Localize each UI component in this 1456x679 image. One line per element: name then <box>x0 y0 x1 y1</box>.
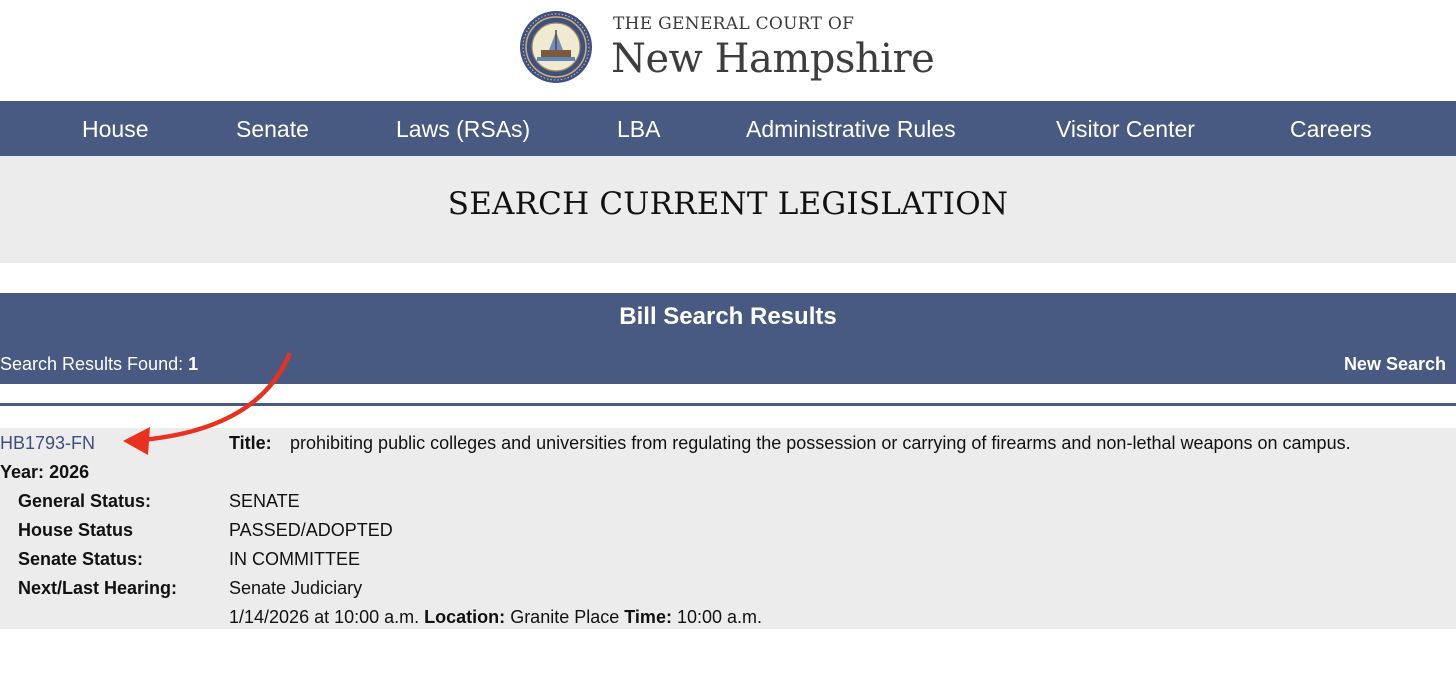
hearing-committee: Senate Judiciary <box>229 578 363 598</box>
house-status-label: House Status <box>18 520 134 540</box>
page-banner <box>0 156 1456 263</box>
results-header <box>0 293 1456 384</box>
main-nav <box>0 101 1456 156</box>
brand-title[interactable]: New Hampshire <box>611 36 935 82</box>
senate-status-label: Senate Status: <box>18 549 144 569</box>
page-title: SEARCH CURRENT LEGISLATION <box>447 186 1009 222</box>
hearing-location: Granite Place <box>510 607 620 627</box>
result-row <box>0 428 1456 629</box>
bill-year <box>0 462 89 483</box>
hearing-details <box>229 607 762 628</box>
bill-year-label: Year: <box>0 462 45 482</box>
general-status-value: SENATE <box>229 491 300 511</box>
hearing-datetime: 1/14/2026 at 10:00 a.m. <box>229 607 420 627</box>
senate-status-value: IN COMMITTEE <box>229 549 360 569</box>
results-title: Bill Search Results <box>619 303 837 330</box>
nav-item-visitor-center[interactable]: Visitor Center <box>1056 116 1195 142</box>
hearing-location-label: Location: <box>424 607 506 627</box>
hearing-time: 10:00 a.m. <box>676 607 763 627</box>
results-count-value: 1 <box>188 354 199 374</box>
bill-year-value: 2026 <box>49 462 90 482</box>
new-search-link[interactable]: New Search <box>1343 354 1446 374</box>
nav-item-senate[interactable]: Senate <box>236 116 309 142</box>
nav-item-laws[interactable]: Laws (RSAs) <box>396 116 531 142</box>
bill-title: prohibiting public colleges and universities from regulating the possession or carrying of firearms and non-lethal weapons on campus. <box>290 433 1351 453</box>
nav-item-lba[interactable]: LBA <box>617 116 661 142</box>
nav-item-administrative-rules[interactable]: Administrative Rules <box>746 116 956 142</box>
hearing-label: Next/Last Hearing: <box>18 578 178 598</box>
divider <box>0 403 1456 406</box>
results-count-label: Search Results Found: <box>0 354 189 374</box>
state-seal-icon[interactable] <box>519 10 593 84</box>
hearing-time-label: Time: <box>624 607 672 627</box>
bill-title-label: Title: <box>229 433 272 453</box>
brand-subtitle: THE GENERAL COURT OF <box>613 14 855 34</box>
house-status-value: PASSED/ADOPTED <box>229 520 393 540</box>
general-status-label: General Status: <box>18 491 152 511</box>
nav-item-house[interactable]: House <box>82 116 149 142</box>
bill-link[interactable]: HB1793-FN <box>0 433 96 453</box>
site-header <box>0 0 1456 101</box>
results-count <box>0 354 198 375</box>
nav-item-careers[interactable]: Careers <box>1290 116 1372 142</box>
